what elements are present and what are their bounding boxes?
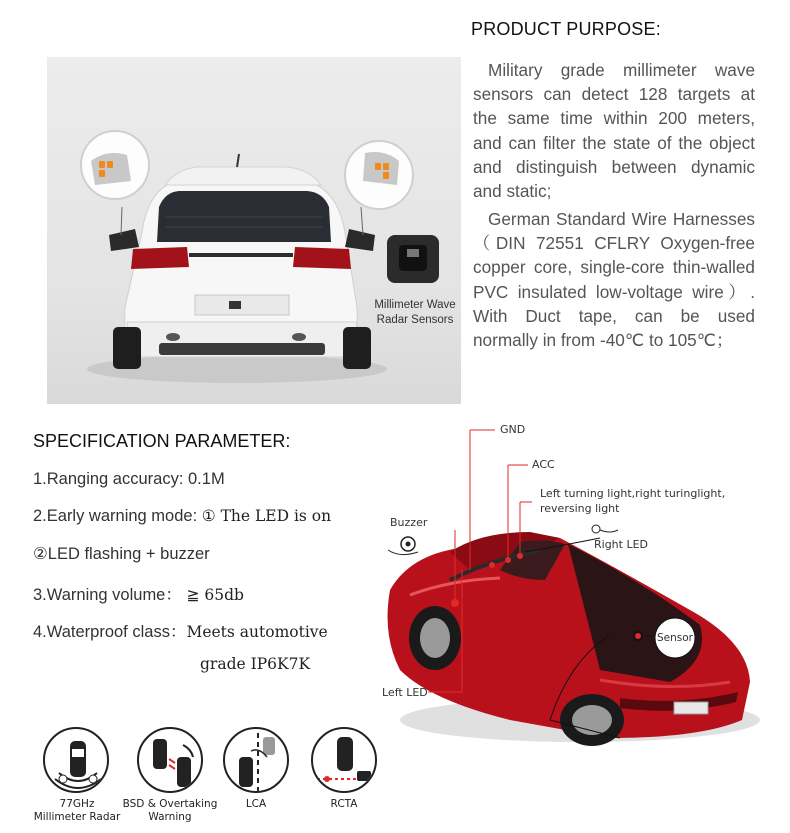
spec-waterproof-grade-text: grade IP6K7K xyxy=(200,655,311,673)
spec-waterproof xyxy=(33,618,328,642)
label-turning-lights-line1: Left turning light,right turinglight, xyxy=(540,487,726,500)
spec-warning-mode xyxy=(33,507,331,526)
bsd-caption-line2: Warning xyxy=(148,811,192,823)
spec-waterproof-value: Meets automotive xyxy=(186,623,328,641)
radar-feature-icon xyxy=(43,727,109,793)
lca-feature-icon xyxy=(223,727,289,793)
wiring-diagram xyxy=(370,420,770,770)
product-purpose-title: PRODUCT PURPOSE: xyxy=(471,19,661,39)
spec-warning-mode-value: ① The LED is on xyxy=(201,507,332,525)
spec-warning-volume-value: ≧ 65db xyxy=(186,586,244,604)
label-right-led: Right LED xyxy=(594,538,649,551)
label-sensor: Sensor xyxy=(657,632,693,644)
lca-feature-caption: LCA xyxy=(245,798,267,810)
sensor-caption xyxy=(370,298,460,328)
radar-caption-line1: 77GHz xyxy=(59,798,95,810)
spec-warning-mode-label: 2.Early warning mode: xyxy=(33,507,202,525)
label-left-led: Left LED xyxy=(382,686,428,699)
label-buzzer: Buzzer xyxy=(390,516,428,529)
label-gnd: GND xyxy=(500,423,526,436)
label-turning-lights xyxy=(540,486,725,516)
rcta-feature-icon xyxy=(311,727,377,793)
label-acc: ACC xyxy=(532,458,555,471)
bsd-feature-icon xyxy=(137,727,203,793)
product-photo xyxy=(47,57,461,404)
spec-waterproof-label: 4.Waterproof class： xyxy=(33,623,187,641)
bsd-caption-line1: BSD & Overtaking xyxy=(122,798,218,810)
sensor-caption-line2: Radar Sensors xyxy=(376,314,454,326)
radar-caption-line2: Millimeter Radar xyxy=(33,811,121,823)
rcta-feature-caption: RCTA xyxy=(330,798,358,810)
red-car-image xyxy=(370,420,770,770)
spec-waterproof-grade xyxy=(200,655,310,674)
bsd-feature-caption xyxy=(115,798,225,824)
spec-warning-volume-label: 3.Warning volume： xyxy=(33,586,182,604)
spec-warning-mode-2: ②LED flashing + buzzer xyxy=(33,545,210,563)
product-purpose-paragraph-2: German Standard Wire Harnesses（DIN 72551 CFLRY Oxygen-free copper core, single-core thin-walled PVC insulated low-voltage wire）. With Duct tape, can be used normally in from -40℃ to 105℃； xyxy=(473,209,755,351)
spec-ranging-accuracy: 1.Ranging accuracy: 0.1M xyxy=(33,470,225,488)
spec-title: SPECIFICATION PARAMETER: xyxy=(33,431,291,451)
sensor-caption-line1: Millimeter Wave xyxy=(374,299,456,311)
product-purpose-paragraph-1: Military grade millimeter wave sensors can detect 128 targets at the same time within 200 meters, and can filter the state of the object and distinguish between dynamic and static; xyxy=(473,60,755,202)
label-turning-lights-line2: reversing light xyxy=(540,502,620,515)
white-car-rear-image xyxy=(47,57,461,404)
spec-warning-volume xyxy=(33,581,244,605)
